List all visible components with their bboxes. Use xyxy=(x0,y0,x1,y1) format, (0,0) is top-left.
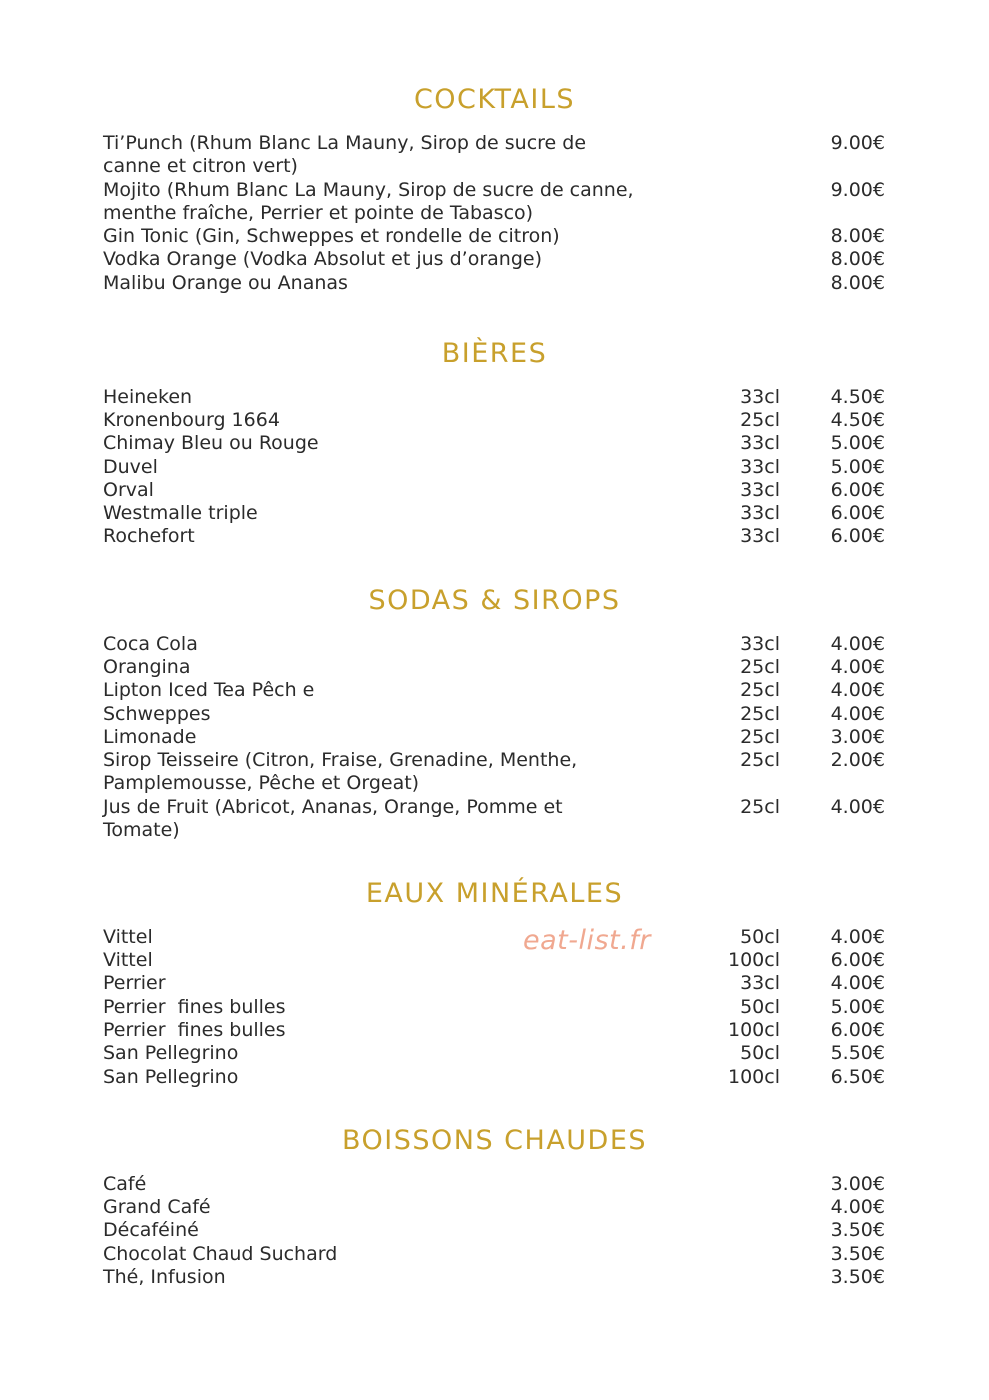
menu-item xyxy=(103,272,885,295)
item-size: 25cl xyxy=(740,409,780,431)
item-price: 6.50€ xyxy=(830,1066,885,1088)
menu-item xyxy=(103,1173,885,1196)
item-name: Schweppes xyxy=(103,703,211,725)
item-name: Perrier fines bulles xyxy=(103,1019,286,1041)
item-price: 5.00€ xyxy=(830,432,885,454)
menu-item xyxy=(103,132,885,178)
item-size: 25cl xyxy=(740,749,780,771)
item-price: 4.00€ xyxy=(830,656,885,678)
item-size: 25cl xyxy=(740,703,780,725)
watermark: eat-list.fr xyxy=(523,925,651,956)
item-price: 9.00€ xyxy=(830,179,885,201)
item-price: 4.00€ xyxy=(830,679,885,701)
item-size: 25cl xyxy=(740,679,780,701)
item-name: Rochefort xyxy=(103,525,195,547)
item-name: Westmalle triple xyxy=(103,502,258,524)
menu-item xyxy=(103,796,885,842)
item-price: 4.50€ xyxy=(830,386,885,408)
item-price: 5.50€ xyxy=(830,1042,885,1064)
item-size: 33cl xyxy=(740,479,780,501)
item-name: Jus de Fruit (Abricot, Ananas, Orange, Pomme et Tomate) xyxy=(103,796,569,842)
item-size: 33cl xyxy=(740,525,780,547)
menu-item xyxy=(103,703,885,726)
menu-item xyxy=(103,179,885,225)
item-size: 50cl xyxy=(740,996,780,1018)
item-name: Limonade xyxy=(103,726,197,748)
menu-item xyxy=(103,1219,885,1242)
item-price: 3.50€ xyxy=(830,1243,885,1265)
item-name: Ti’Punch (Rhum Blanc La Mauny, Sirop de sucre de canne et citron vert) xyxy=(103,132,593,178)
item-name: Heineken xyxy=(103,386,193,408)
menu-item xyxy=(103,926,885,949)
menu-item xyxy=(103,1243,885,1266)
item-price: 3.00€ xyxy=(830,1173,885,1195)
item-size: 25cl xyxy=(740,796,780,818)
menu-item xyxy=(103,1019,885,1042)
item-price: 6.00€ xyxy=(830,502,885,524)
item-price: 4.00€ xyxy=(830,926,885,948)
item-name: Chimay Bleu ou Rouge xyxy=(103,432,319,454)
item-size: 100cl xyxy=(728,1019,780,1041)
menu-item xyxy=(103,502,885,525)
item-price: 4.00€ xyxy=(830,633,885,655)
section-title-eaux: EAUX MINÉRALES xyxy=(365,878,624,909)
item-size: 33cl xyxy=(740,432,780,454)
item-name: Coca Cola xyxy=(103,633,198,655)
menu-item xyxy=(103,225,885,248)
item-size: 50cl xyxy=(740,926,780,948)
menu-item xyxy=(103,1066,885,1089)
item-name: Chocolat Chaud Suchard xyxy=(103,1243,338,1265)
item-size: 100cl xyxy=(728,949,780,971)
item-name: Kronenbourg 1664 xyxy=(103,409,280,431)
item-price: 3.50€ xyxy=(830,1266,885,1288)
item-price: 3.50€ xyxy=(830,1219,885,1241)
item-price: 6.00€ xyxy=(830,949,885,971)
section-title-sodas: SODAS & SIROPS xyxy=(368,585,621,616)
item-name: Vodka Orange (Vodka Absolut et jus d’orange) xyxy=(103,248,542,270)
menu-item xyxy=(103,949,885,972)
item-size: 25cl xyxy=(740,726,780,748)
item-size: 33cl xyxy=(740,972,780,994)
item-price: 2.00€ xyxy=(830,749,885,771)
menu-item xyxy=(103,749,885,795)
item-name: San Pellegrino xyxy=(103,1066,239,1088)
item-name: Décaféiné xyxy=(103,1219,199,1241)
item-size: 50cl xyxy=(740,1042,780,1064)
item-name: Mojito (Rhum Blanc La Mauny, Sirop de sucre de canne, menthe fraîche, Perrier et pointe de Tabasco) xyxy=(103,179,640,225)
menu-item xyxy=(103,1042,885,1065)
item-name: Malibu Orange ou Ananas xyxy=(103,272,348,294)
item-price: 6.00€ xyxy=(830,479,885,501)
item-price: 4.00€ xyxy=(830,703,885,725)
item-name: Vittel xyxy=(103,949,153,971)
item-size: 100cl xyxy=(728,1066,780,1088)
item-name: Perrier xyxy=(103,972,166,994)
item-price: 8.00€ xyxy=(830,272,885,294)
section-title-bieres: BIÈRES xyxy=(441,338,548,369)
item-name: Gin Tonic (Gin, Schweppes et rondelle de citron) xyxy=(103,225,560,247)
menu-item xyxy=(103,456,885,479)
menu-item xyxy=(103,972,885,995)
menu-item xyxy=(103,432,885,455)
section-title-chaudes: BOISSONS CHAUDES xyxy=(341,1125,648,1156)
item-price: 4.00€ xyxy=(830,796,885,818)
item-price: 4.00€ xyxy=(830,972,885,994)
section-title-cocktails: COCKTAILS xyxy=(413,84,576,115)
item-size: 25cl xyxy=(740,656,780,678)
item-name: Thé, Infusion xyxy=(103,1266,226,1288)
item-name: Perrier fines bulles xyxy=(103,996,286,1018)
item-name: Café xyxy=(103,1173,147,1195)
menu-item xyxy=(103,409,885,432)
item-price: 6.00€ xyxy=(830,525,885,547)
menu-item xyxy=(103,633,885,656)
item-name: Lipton Iced Tea Pêch e xyxy=(103,679,315,701)
item-size: 33cl xyxy=(740,456,780,478)
menu-item xyxy=(103,248,885,271)
item-name: San Pellegrino xyxy=(103,1042,239,1064)
item-name: Duvel xyxy=(103,456,158,478)
menu-item xyxy=(103,479,885,502)
item-name: Vittel xyxy=(103,926,153,948)
item-price: 3.00€ xyxy=(830,726,885,748)
menu-item xyxy=(103,1196,885,1219)
menu-item xyxy=(103,525,885,548)
item-name: Sirop Teisseire (Citron, Fraise, Grenadine, Menthe, Pamplemousse, Pêche et Orgeat) xyxy=(103,749,584,795)
item-name: Orangina xyxy=(103,656,191,678)
menu-item xyxy=(103,996,885,1019)
menu-item xyxy=(103,1266,885,1289)
item-price: 5.00€ xyxy=(830,456,885,478)
item-price: 5.00€ xyxy=(830,996,885,1018)
menu-item xyxy=(103,679,885,702)
item-price: 9.00€ xyxy=(830,132,885,154)
item-size: 33cl xyxy=(740,386,780,408)
item-name: Grand Café xyxy=(103,1196,211,1218)
item-price: 4.50€ xyxy=(830,409,885,431)
item-name: Orval xyxy=(103,479,154,501)
item-price: 4.00€ xyxy=(830,1196,885,1218)
item-size: 33cl xyxy=(740,502,780,524)
menu-item xyxy=(103,386,885,409)
item-price: 8.00€ xyxy=(830,248,885,270)
menu-item xyxy=(103,656,885,679)
item-price: 6.00€ xyxy=(830,1019,885,1041)
menu-item xyxy=(103,726,885,749)
item-price: 8.00€ xyxy=(830,225,885,247)
item-size: 33cl xyxy=(740,633,780,655)
